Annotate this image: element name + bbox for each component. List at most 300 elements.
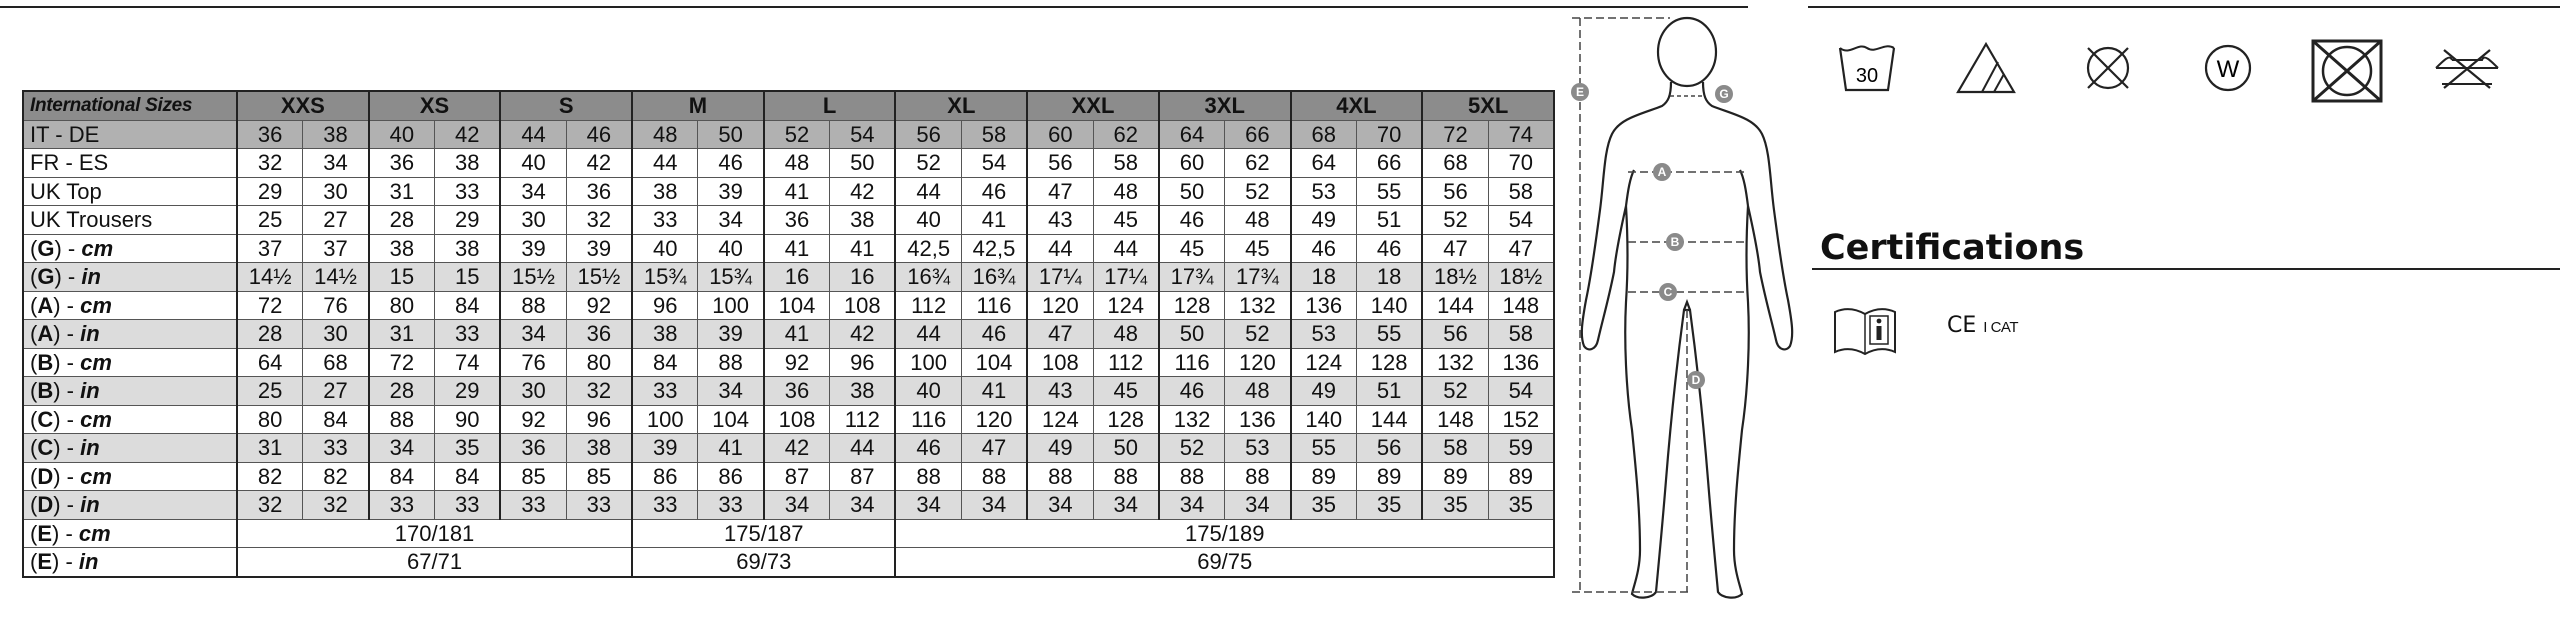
table-cell: 42	[830, 320, 896, 349]
table-cell: 45	[1093, 377, 1159, 406]
table-cell: 116	[961, 291, 1027, 320]
table-cell: 132	[1422, 348, 1488, 377]
table-cell: 132	[1159, 405, 1225, 434]
wet-clean-icon	[2198, 38, 2258, 98]
table-cell: 40	[895, 206, 961, 235]
table-cell: 100	[698, 291, 764, 320]
table-cell: 38	[566, 434, 632, 463]
table-cell: 35	[435, 434, 501, 463]
table-cell: 112	[1093, 348, 1159, 377]
table-cell: 32	[566, 206, 632, 235]
row-label: UK Trousers	[23, 206, 237, 235]
measure-unit: in	[80, 378, 100, 404]
table-cell: 104	[961, 348, 1027, 377]
row-label: IT - DE	[23, 120, 237, 149]
table-cell: 33	[566, 491, 632, 520]
table-cell: 34	[500, 320, 566, 349]
svg-text:E: E	[1575, 85, 1585, 99]
table-cell: 51	[1356, 206, 1422, 235]
table-cell: 34	[830, 491, 896, 520]
table-cell: 72	[1422, 120, 1488, 149]
table-cell: 42	[830, 177, 896, 206]
table-cell: 84	[632, 348, 698, 377]
table-cell: 45	[1093, 206, 1159, 235]
table-cell: 89	[1291, 462, 1357, 491]
table-cell: 64	[1291, 149, 1357, 178]
table-cell: 108	[764, 405, 830, 434]
svg-text:W: W	[2216, 56, 2240, 83]
table-cell: 50	[1093, 434, 1159, 463]
table-cell: 36	[566, 320, 632, 349]
table-cell: 52	[1422, 206, 1488, 235]
size-header-xxl: XXL	[1027, 91, 1159, 120]
table-cell: 38	[830, 377, 896, 406]
table-cell: 53	[1291, 320, 1357, 349]
table-cell: 39	[698, 320, 764, 349]
table-cell: 58	[1422, 434, 1488, 463]
table-cell: 48	[1225, 206, 1291, 235]
ce-category: I CAT	[1983, 319, 2018, 336]
table-cell: 52	[1225, 177, 1291, 206]
table-cell: 38	[303, 120, 369, 149]
table-cell: 31	[237, 434, 303, 463]
svg-text:A: A	[1657, 165, 1667, 179]
table-row	[23, 519, 1554, 548]
table-span-cell: 69/73	[632, 548, 895, 577]
measure-unit: cm	[81, 235, 114, 261]
table-cell: 68	[1291, 120, 1357, 149]
table-cell: 32	[303, 491, 369, 520]
measure-unit: cm	[80, 406, 112, 432]
row-label: (A) - cm	[23, 291, 237, 320]
table-cell: 18	[1291, 263, 1357, 292]
measure-unit: in	[78, 549, 99, 575]
table-cell: 45	[1159, 234, 1225, 263]
table-cell: 88	[895, 462, 961, 491]
table-cell: 34	[961, 491, 1027, 520]
table-cell: 33	[632, 491, 698, 520]
table-cell: 34	[1027, 491, 1093, 520]
svg-text:B: B	[1670, 235, 1680, 249]
table-cell: 48	[1093, 320, 1159, 349]
table-cell: 32	[237, 149, 303, 178]
table-cell: 33	[435, 320, 501, 349]
table-cell: 44	[895, 177, 961, 206]
table-cell: 124	[1291, 348, 1357, 377]
table-cell: 52	[1159, 434, 1225, 463]
table-cell: 49	[1291, 377, 1357, 406]
table-cell: 39	[500, 234, 566, 263]
table-cell: 55	[1356, 320, 1422, 349]
table-cell: 82	[237, 462, 303, 491]
table-cell: 80	[566, 348, 632, 377]
table-cell: 88	[1159, 462, 1225, 491]
table-cell: 128	[1159, 291, 1225, 320]
table-cell: 39	[698, 177, 764, 206]
table-cell: 49	[1027, 434, 1093, 463]
table-span-cell: 170/181	[237, 519, 632, 548]
row-label: (D) - in	[23, 491, 237, 520]
table-cell: 148	[1422, 405, 1488, 434]
table-cell: 66	[1225, 120, 1291, 149]
table-cell: 47	[1422, 234, 1488, 263]
top-rule-right	[1808, 6, 2560, 8]
table-cell: 15	[435, 263, 501, 292]
table-span-cell: 67/71	[237, 548, 632, 577]
table-cell: 41	[764, 177, 830, 206]
table-cell: 36	[237, 120, 303, 149]
table-cell: 136	[1291, 291, 1357, 320]
table-cell: 128	[1093, 405, 1159, 434]
table-cell: 92	[500, 405, 566, 434]
table-cell: 29	[435, 206, 501, 235]
table-cell: 76	[500, 348, 566, 377]
table-cell: 112	[895, 291, 961, 320]
row-label: FR - ES	[23, 149, 237, 178]
table-cell: 144	[1356, 405, 1422, 434]
row-label: (B) - cm	[23, 348, 237, 377]
table-cell: 34	[698, 377, 764, 406]
table-cell: 17¼	[1027, 263, 1093, 292]
table-cell: 51	[1356, 377, 1422, 406]
ce-logo: CE	[1947, 313, 1977, 338]
table-cell: 148	[1488, 291, 1554, 320]
table-cell: 28	[369, 377, 435, 406]
table-cell: 14½	[303, 263, 369, 292]
table-cell: 15¾	[632, 263, 698, 292]
table-cell: 50	[1159, 320, 1225, 349]
measure-letter: C	[37, 406, 54, 432]
wash-30-icon	[1836, 38, 1898, 98]
table-cell: 136	[1488, 348, 1554, 377]
table-cell: 31	[369, 320, 435, 349]
table-cell: 108	[830, 291, 896, 320]
table-cell: 34	[369, 434, 435, 463]
table-cell: 41	[764, 320, 830, 349]
size-header-xxs: XXS	[237, 91, 369, 120]
table-cell: 39	[566, 234, 632, 263]
marker-c	[1659, 283, 1677, 301]
table-cell: 56	[895, 120, 961, 149]
table-cell: 35	[1488, 491, 1554, 520]
table-cell: 34	[500, 177, 566, 206]
table-cell: 33	[500, 491, 566, 520]
table-cell: 40	[369, 120, 435, 149]
table-cell: 85	[500, 462, 566, 491]
table-cell: 112	[830, 405, 896, 434]
table-cell: 44	[895, 320, 961, 349]
table-cell: 58	[961, 120, 1027, 149]
table-cell: 52	[895, 149, 961, 178]
table-row	[23, 206, 1554, 235]
table-row	[23, 434, 1554, 463]
table-cell: 46	[566, 120, 632, 149]
table-cell: 46	[1159, 206, 1225, 235]
table-row	[23, 177, 1554, 206]
marker-a	[1653, 163, 1671, 181]
measure-letter: D	[37, 492, 54, 518]
table-cell: 54	[830, 120, 896, 149]
table-cell: 35	[1291, 491, 1357, 520]
svg-text:C: C	[1663, 285, 1673, 299]
table-cell: 128	[1356, 348, 1422, 377]
table-cell: 88	[698, 348, 764, 377]
row-label: (E) - in	[23, 548, 237, 577]
no-dry-clean-icon	[2432, 38, 2502, 98]
measure-letter: D	[37, 463, 54, 489]
table-cell: 40	[632, 234, 698, 263]
table-cell: 41	[698, 434, 764, 463]
table-cell: 85	[566, 462, 632, 491]
table-cell: 104	[698, 405, 764, 434]
row-label: (E) - cm	[23, 519, 237, 548]
row-label: (C) - cm	[23, 405, 237, 434]
table-cell: 70	[1356, 120, 1422, 149]
table-cell: 27	[303, 377, 369, 406]
table-cell: 42,5	[895, 234, 961, 263]
table-cell: 16¾	[895, 263, 961, 292]
table-cell: 33	[698, 491, 764, 520]
table-cell: 48	[764, 149, 830, 178]
measure-letter: A	[37, 292, 54, 318]
table-cell: 72	[369, 348, 435, 377]
table-cell: 49	[1291, 206, 1357, 235]
ce-mark	[1947, 313, 2018, 338]
table-cell: 64	[1159, 120, 1225, 149]
table-cell: 58	[1488, 320, 1554, 349]
size-header-4xl: 4XL	[1291, 91, 1423, 120]
table-cell: 40	[500, 149, 566, 178]
table-cell: 37	[237, 234, 303, 263]
table-cell: 68	[1422, 149, 1488, 178]
table-cell: 17¾	[1225, 263, 1291, 292]
table-cell: 116	[1159, 348, 1225, 377]
measure-letter: G	[37, 264, 55, 290]
table-span-cell: 69/75	[895, 548, 1554, 577]
table-cell: 38	[369, 234, 435, 263]
table-cell: 56	[1422, 320, 1488, 349]
table-cell: 87	[764, 462, 830, 491]
marker-e	[1571, 83, 1589, 101]
table-cell: 120	[1027, 291, 1093, 320]
table-cell: 120	[961, 405, 1027, 434]
table-cell: 58	[1488, 177, 1554, 206]
top-rule-left	[0, 6, 1748, 8]
table-cell: 52	[764, 120, 830, 149]
table-row	[23, 120, 1554, 149]
table-cell: 45	[1225, 234, 1291, 263]
table-cell: 44	[830, 434, 896, 463]
svg-text:30: 30	[1855, 65, 1879, 87]
table-cell: 56	[1027, 149, 1093, 178]
dimension-lines	[1572, 18, 1748, 592]
table-cell: 46	[961, 320, 1027, 349]
table-cell: 41	[830, 234, 896, 263]
size-chart-table	[22, 90, 1555, 578]
table-cell: 64	[237, 348, 303, 377]
table-cell: 16¾	[961, 263, 1027, 292]
table-cell: 60	[1027, 120, 1093, 149]
table-cell: 54	[1488, 377, 1554, 406]
table-row	[23, 377, 1554, 406]
table-cell: 46	[1356, 234, 1422, 263]
table-cell: 50	[1159, 177, 1225, 206]
body-measurement-figure	[1570, 10, 1820, 610]
table-cell: 74	[1488, 120, 1554, 149]
table-cell: 88	[1093, 462, 1159, 491]
table-cell: 52	[1422, 377, 1488, 406]
size-header-m: M	[632, 91, 764, 120]
table-cell: 36	[764, 377, 830, 406]
measure-unit: in	[81, 264, 101, 290]
table-cell: 88	[1027, 462, 1093, 491]
table-cell: 96	[566, 405, 632, 434]
table-cell: 46	[895, 434, 961, 463]
table-cell: 41	[961, 206, 1027, 235]
table-cell: 37	[303, 234, 369, 263]
table-cell: 100	[895, 348, 961, 377]
measure-unit: cm	[80, 349, 112, 375]
table-row	[23, 548, 1554, 577]
table-cell: 30	[303, 320, 369, 349]
size-header-3xl: 3XL	[1159, 91, 1291, 120]
table-cell: 54	[961, 149, 1027, 178]
table-cell: 53	[1291, 177, 1357, 206]
table-cell: 38	[830, 206, 896, 235]
table-cell: 34	[698, 206, 764, 235]
table-cell: 62	[1225, 149, 1291, 178]
table-cell: 84	[369, 462, 435, 491]
measure-unit: cm	[80, 292, 112, 318]
table-cell: 35	[1356, 491, 1422, 520]
table-cell: 86	[632, 462, 698, 491]
table-cell: 36	[369, 149, 435, 178]
table-cell: 44	[632, 149, 698, 178]
table-cell: 48	[1225, 377, 1291, 406]
table-cell: 33	[435, 177, 501, 206]
table-cell: 62	[1093, 120, 1159, 149]
table-cell: 31	[369, 177, 435, 206]
certifications-rule	[1812, 268, 2560, 270]
table-cell: 16	[764, 263, 830, 292]
table-cell: 38	[435, 234, 501, 263]
table-cell: 82	[303, 462, 369, 491]
table-cell: 52	[1225, 320, 1291, 349]
table-cell: 48	[1093, 177, 1159, 206]
table-cell: 25	[237, 377, 303, 406]
size-header-row	[23, 91, 1554, 120]
table-cell: 17¾	[1159, 263, 1225, 292]
measure-letter: G	[37, 235, 55, 261]
table-cell: 38	[435, 149, 501, 178]
table-row	[23, 491, 1554, 520]
table-cell: 16	[830, 263, 896, 292]
measure-letter: C	[37, 435, 54, 461]
table-cell: 50	[698, 120, 764, 149]
table-cell: 87	[830, 462, 896, 491]
measure-unit: cm	[80, 463, 112, 489]
table-cell: 104	[764, 291, 830, 320]
table-cell: 68	[303, 348, 369, 377]
table-cell: 56	[1356, 434, 1422, 463]
table-cell: 74	[435, 348, 501, 377]
table-cell: 84	[435, 291, 501, 320]
table-cell: 15½	[566, 263, 632, 292]
table-cell: 25	[237, 206, 303, 235]
table-cell: 124	[1093, 291, 1159, 320]
table-cell: 66	[1356, 149, 1422, 178]
table-row	[23, 291, 1554, 320]
table-cell: 46	[1159, 377, 1225, 406]
table-cell: 80	[369, 291, 435, 320]
table-cell: 136	[1225, 405, 1291, 434]
size-header-s: S	[500, 91, 632, 120]
row-label: (D) - cm	[23, 462, 237, 491]
measure-unit: in	[80, 492, 100, 518]
table-cell: 88	[1225, 462, 1291, 491]
table-cell: 56	[1422, 177, 1488, 206]
table-cell: 30	[303, 177, 369, 206]
marker-b	[1666, 233, 1684, 251]
size-header-l: L	[764, 91, 896, 120]
table-cell: 59	[1488, 434, 1554, 463]
table-cell: 34	[303, 149, 369, 178]
table-cell: 15½	[500, 263, 566, 292]
table-cell: 120	[1225, 348, 1291, 377]
measure-letter: E	[37, 549, 53, 575]
table-cell: 132	[1225, 291, 1291, 320]
table-cell: 55	[1356, 177, 1422, 206]
table-cell: 40	[895, 377, 961, 406]
table-cell: 36	[566, 177, 632, 206]
table-cell: 33	[369, 491, 435, 520]
table-cell: 43	[1027, 206, 1093, 235]
row-label: (C) - in	[23, 434, 237, 463]
table-cell: 100	[632, 405, 698, 434]
table-cell: 54	[1488, 206, 1554, 235]
table-cell: 86	[698, 462, 764, 491]
table-cell: 38	[632, 320, 698, 349]
table-row	[23, 234, 1554, 263]
table-cell: 89	[1356, 462, 1422, 491]
table-cell: 29	[237, 177, 303, 206]
table-row	[23, 462, 1554, 491]
table-cell: 35	[1422, 491, 1488, 520]
header-label: International Sizes	[23, 91, 237, 120]
table-cell: 60	[1159, 149, 1225, 178]
table-cell: 27	[303, 206, 369, 235]
table-cell: 33	[632, 206, 698, 235]
table-cell: 108	[1027, 348, 1093, 377]
measure-letter: B	[37, 349, 54, 375]
row-label: (A) - in	[23, 320, 237, 349]
measure-letter: B	[37, 378, 54, 404]
table-cell: 34	[1159, 491, 1225, 520]
size-header-xs: XS	[369, 91, 501, 120]
table-cell: 33	[632, 377, 698, 406]
table-cell: 88	[961, 462, 1027, 491]
table-cell: 41	[764, 234, 830, 263]
table-row	[23, 320, 1554, 349]
svg-text:D: D	[1691, 373, 1701, 387]
table-cell: 116	[895, 405, 961, 434]
marker-d	[1687, 371, 1705, 389]
table-cell: 14½	[237, 263, 303, 292]
table-cell: 28	[369, 206, 435, 235]
body-outline	[1582, 18, 1792, 598]
table-cell: 42,5	[961, 234, 1027, 263]
table-cell: 124	[1027, 405, 1093, 434]
